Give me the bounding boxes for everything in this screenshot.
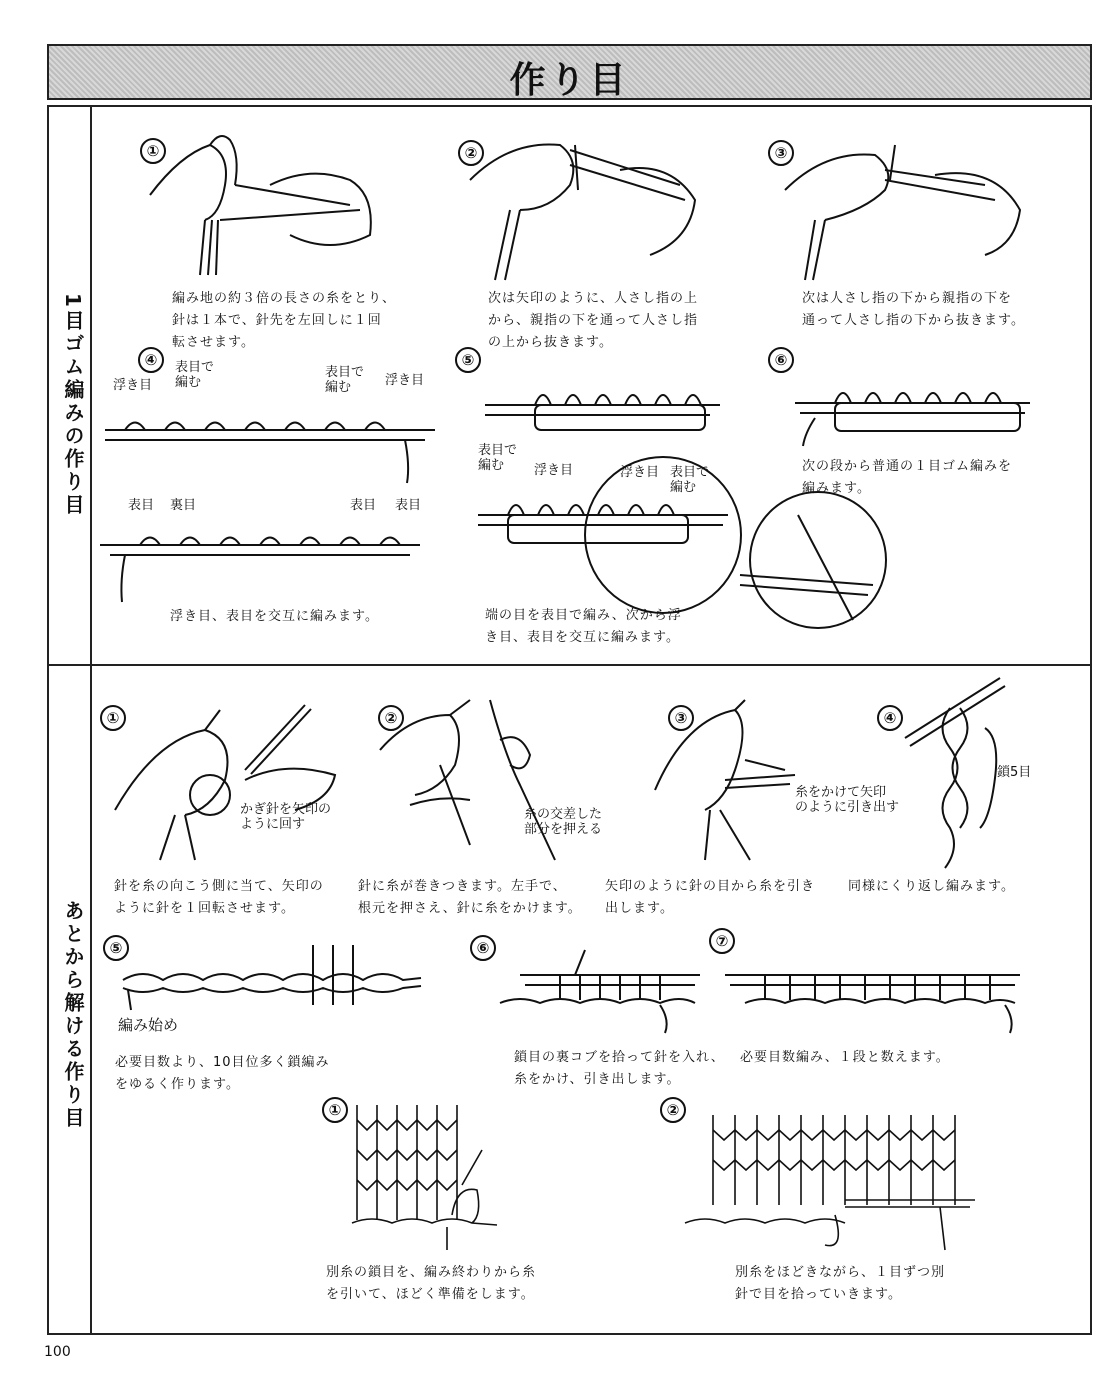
step-number: ⑤ [455,347,481,373]
step-caption: 必要目数編み、１段と数えます。 [740,1050,950,1065]
section-label-rib: 1目ゴム編みの作り目 [61,293,85,517]
stitch-label: 浮き目 [534,463,574,478]
step-caption: 浮き目、表目を交互に編みます。 [170,609,379,624]
title-bar [47,44,1092,100]
stitch-label: 浮き目 [113,378,153,393]
needle-stitches-illustration [500,945,705,1035]
step-number: ② [458,140,484,166]
stitch-label: 表目 [128,498,155,513]
step-number: ③ [768,140,794,166]
annotation-label: かぎ針を矢印の ように回す [240,802,332,832]
side-divider [90,105,92,1335]
hands-illustration [785,130,1025,280]
chain-illustration [103,940,433,1020]
step-caption: 必要目数より、10目位多く鎖編み をゆるく作ります。 [115,1055,330,1092]
section-label-provisional: あとから解ける作り目 [61,900,85,1130]
step-caption: 別糸をほどきながら、１目ずつ別 針で目を拾っていきます。 [735,1265,946,1302]
step-number: ③ [668,705,694,731]
annotation-label: 鎖5目 [997,765,1032,780]
stitch-label: 表目で 編む [175,360,215,390]
hands-illustration [470,130,700,280]
needle-stitches-illustration [100,520,430,605]
step-caption: 編み地の約３倍の長さの糸をとり、 針は１本で、針先を左回しに１回 転させます。 [172,291,397,350]
hook-illustration [115,700,345,865]
needle-stitches-illustration [725,945,1025,1035]
annotation-label: 編み始め [118,1016,179,1034]
step-number: ④ [877,705,903,731]
step-number: ② [378,705,404,731]
chain-illustration [905,668,1005,873]
needle-stitches-illustration [105,395,445,485]
step-number: ⑥ [470,935,496,961]
knit-fabric-illustration [352,1105,507,1255]
hands-illustration [150,125,380,280]
stitch-label: 表目 [350,498,377,513]
step-caption: 矢印のように針の目から糸を引き 出します。 [605,879,816,916]
step-number: ① [322,1097,348,1123]
step-number: ⑦ [709,928,735,954]
page-number: 100 [44,1344,71,1360]
step-caption: 次は人さし指の下から親指の下を 通って人さし指の下から抜きます。 [802,291,1025,328]
hook-illustration [655,700,805,865]
stitch-label: 裏目 [170,498,197,513]
step-caption: 針に糸が巻きつきます。左手で、 根元を押さえ、針に糸をかけます。 [358,879,582,916]
stitch-label: 浮き目 [620,465,660,480]
annotation-label: 糸をかけて矢印 のように引き出す [795,785,900,815]
stitch-label: 浮き目 [385,373,425,388]
step-caption: 鎖目の裏コブを拾って針を入れ、 糸をかけ、引き出します。 [514,1050,725,1087]
step-caption: 次は矢印のように、人さし指の上 から、親指の下を通って人さし指 の上から抜きます。 [488,291,699,350]
knit-fabric-illustration [685,1105,975,1255]
section-divider [47,664,1092,666]
needle-stitches-illustration [485,375,725,440]
stitch-label: 表目で 編む [670,465,710,495]
step-number: ② [660,1097,686,1123]
step-caption: 同様にくり返し編みます。 [848,879,1015,894]
step-number: ① [140,138,166,164]
step-number: ④ [138,347,164,373]
step-caption: 別糸の鎖目を、編み終わりから糸 を引いて、ほどく準備をします。 [326,1265,537,1302]
stitch-label: 表目で 編む [325,365,365,395]
step-number: ⑥ [768,347,794,373]
page-title: 作り目 [509,60,630,101]
step-caption: 次の段から普通の１目ゴム編みを 編みます。 [802,459,1013,496]
stitch-label: 表目で 編む [478,443,518,473]
needle-stitches-illustration [795,378,1035,448]
step-caption: 端の目を表目で編み、次から浮 き目、表目を交互に編みます。 [485,608,682,645]
hook-illustration [380,695,580,865]
step-caption: 針を糸の向こう側に当て、矢印の ように針を１回転させます。 [114,879,324,916]
step-number: ⑤ [103,935,129,961]
step-number: ① [100,705,126,731]
stitch-label: 表目 [395,498,422,513]
annotation-label: 糸の交差した 部分を押える [524,807,603,837]
